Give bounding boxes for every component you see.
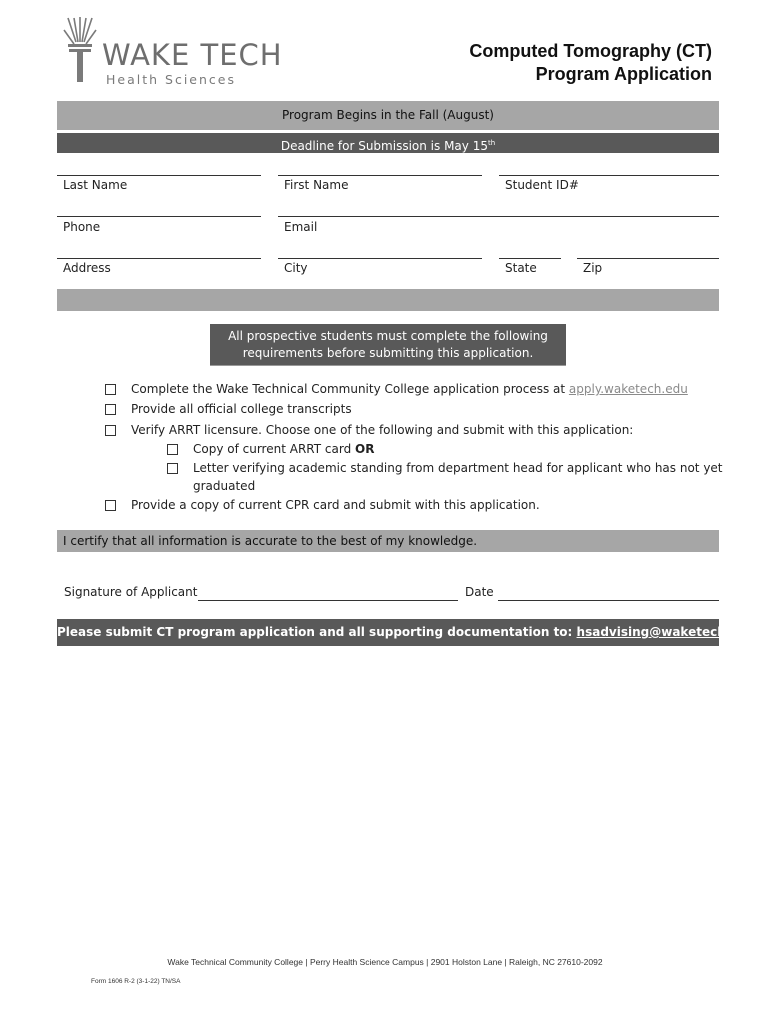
signature-field[interactable] [198,600,458,601]
arrt-card-text: Copy of current ARRT card [193,442,355,456]
first-name-label: First Name [284,178,349,192]
phone-label: Phone [63,220,101,234]
signature-label: Signature of Applicant [64,585,198,599]
requirement-letter-line-1: Letter verifying academic standing from department head for applicant who has not yet [193,461,723,475]
last-name-field[interactable] [57,175,261,176]
requirement-transcripts: Provide all official college transcripts [131,402,352,416]
section-separator [57,289,719,311]
title-line-2: Program Application [535,64,712,84]
certify-text: I certify that all information is accurate to the best of my knowledge. [63,534,478,548]
arrt-card-or: OR [355,442,375,456]
last-name-label: Last Name [63,178,128,192]
requirements-notice-line-2: requirements before submitting this application. [242,346,534,360]
first-name-field[interactable] [278,175,482,176]
requirement-cpr: Provide a copy of current CPR card and submit with this application. [131,498,540,512]
zip-label: Zip [583,261,603,275]
email-field[interactable] [278,216,719,217]
logo-name: WAKE TECH [102,38,283,72]
checkbox-arrt[interactable] [105,425,116,436]
checkbox-cpr[interactable] [105,500,116,511]
student-id-field[interactable] [499,175,719,176]
checkbox-letter[interactable] [167,463,178,474]
requirement-application [131,382,688,396]
student-id-label: Student ID# [505,178,579,192]
submit-banner [57,619,756,646]
date-label: Date [465,585,494,599]
submit-text: Please submit CT program application and all supporting documentation to: [57,625,577,639]
email-label: Email [284,220,318,234]
city-label: City [284,261,308,275]
submit-email-link[interactable]: hsadvising@waketech.edu [576,625,756,639]
footer-address: Wake Technical Community College | Perry Health Science Campus | 2901 Holston Lane | Raleigh, NC 27610-2092 [167,957,603,967]
page-title [469,40,712,86]
requirements-notice-line-1: All prospective students must complete the following [228,329,548,343]
deadline-text: Deadline for Submission is May 15 [280,139,488,153]
address-label: Address [63,261,111,275]
phone-field[interactable] [57,216,261,217]
wake-tech-logo [62,16,302,88]
checkbox-arrt-card[interactable] [167,444,178,455]
certify-banner [57,530,719,552]
apply-link[interactable]: apply.waketech.edu [568,382,688,396]
requirement-arrt: Verify ARRT licensure. Choose one of the following and submit with this application: [131,423,634,437]
requirement-letter-line-2: graduated [193,479,256,493]
title-line-1: Computed Tomography (CT) [469,41,712,61]
requirement-arrt-card [193,442,374,456]
address-field[interactable] [57,258,261,259]
program-begins-text: Program Begins in the Fall (August) [282,108,494,122]
deadline-superscript: th [487,139,496,147]
program-begins-banner [57,101,719,130]
torch-icon [62,16,102,88]
requirements-notice [210,324,566,366]
checkbox-transcripts[interactable] [105,404,116,415]
requirement-application-text: Complete the Wake Technical Community College application process at [131,382,569,396]
zip-field[interactable] [577,258,719,259]
logo-subtitle: Health Sciences [106,72,236,87]
state-field[interactable] [499,258,561,259]
state-label: State [505,261,537,275]
deadline-banner [57,133,719,153]
checkbox-application[interactable] [105,384,116,395]
form-number: Form 1606 R-2 (3-1-22) TN/SA [91,978,181,985]
date-field[interactable] [498,600,719,601]
city-field[interactable] [278,258,482,259]
